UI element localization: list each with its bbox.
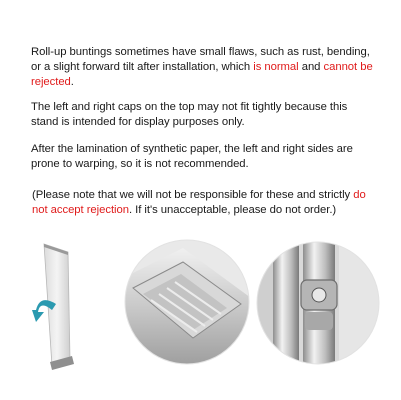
standing-banner-photo (30, 240, 110, 370)
notice-period: . (70, 76, 74, 88)
top-cap-photo (123, 238, 251, 366)
notice-cannot-reject-highlight: cannot be rejected (31, 61, 373, 88)
disclaimer-tail: . If it's unacceptable, please do not order.) (128, 204, 337, 216)
notice-normal-highlight: is normal (253, 61, 299, 73)
notice-paragraph-caps: The left and right caps on the top may not fit tightly because this stand is intended for display purposes only. (31, 101, 348, 128)
disclaimer-text: (Please note that we will not be responsible for these and strictly (32, 189, 354, 201)
side-hinge-photo (255, 240, 381, 366)
notice-paragraph-flaws (31, 45, 376, 90)
notice-paragraph-disclaimer (32, 188, 377, 218)
notice-and-text: and (298, 61, 324, 73)
notice-flaws-text: Roll-up buntings sometimes have small flaws, such as rust, bending, or a slight forward tilt after installation, which (31, 46, 370, 73)
notice-paragraph-warping: After the lamination of synthetic paper, the left and right sides are prone to warping, so it is not recommended. (31, 143, 353, 170)
disclaimer-highlight: do not accept rejection (32, 189, 366, 216)
